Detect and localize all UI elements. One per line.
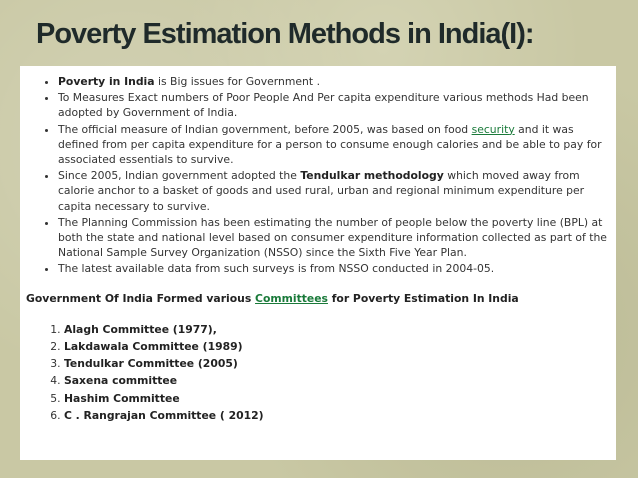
bullet-item — [58, 90, 610, 120]
section-heading-text: Government Of India Formed various — [26, 291, 256, 305]
committee-item: 4. Saxena committee — [64, 373, 610, 388]
committee-item: 6. C . Rangrajan Committee ( 2012) — [64, 408, 610, 423]
committees-link[interactable]: Committees — [255, 291, 328, 305]
bullet-bold-text: Tendulkar methodology — [300, 169, 444, 183]
bullet-text: is Big issues for Government . — [154, 75, 320, 88]
bullet-item — [58, 74, 610, 89]
committee-item: 5. Hashim Committee — [64, 391, 610, 406]
section-heading — [26, 291, 610, 306]
bullet-text: Since 2005, Indian government adopted the — [58, 169, 301, 183]
bullet-text: The official measure of Indian government, before 2005, was based on food — [58, 122, 472, 136]
bullet-text: The Planning Commission has been estimating the number of people below the poverty line (BPL) at both the state and national level based on consumer expenditure information collected as part of the National Sample Survey Organization (NSSO) since the Sixth Five Year Plan. — [58, 215, 607, 260]
slide-title: Poverty Estimation Methods in India(I): — [36, 18, 534, 50]
bullet-item — [58, 261, 610, 276]
bullet-item — [58, 215, 610, 261]
bullet-text: The latest available data from such surveys is from NSSO conducted in 2004-05. — [58, 262, 495, 276]
bullet-item — [58, 168, 610, 214]
section-heading-text: for Poverty Estimation In India — [327, 291, 519, 305]
bullet-bold-text: Poverty in India — [58, 75, 155, 88]
committee-item: 3. Tendulkar Committee (2005) — [64, 356, 610, 371]
bullet-list — [26, 74, 610, 277]
committee-list — [26, 322, 610, 423]
bullet-text: To Measures Exact numbers of Poor People And Per capita expenditure various methods Had been adopted by Government of India. — [58, 91, 589, 120]
bullet-text: and it was defined from per capita expenditure for a person to consume enough calories and be able to pay for associated essentials to survive. — [58, 122, 602, 167]
bullet-text: which moved away from calorie anchor to a basket of goods and used rural, urban and regional minimum expenditure per capita necessary to survive. — [58, 169, 585, 213]
security-link[interactable]: security — [471, 122, 515, 136]
content-box — [20, 66, 616, 460]
committee-item: 2. Lakdawala Committee (1989) — [64, 339, 610, 354]
committee-item: 1. Alagh Committee (1977), — [64, 322, 610, 337]
bullet-item — [58, 122, 610, 168]
